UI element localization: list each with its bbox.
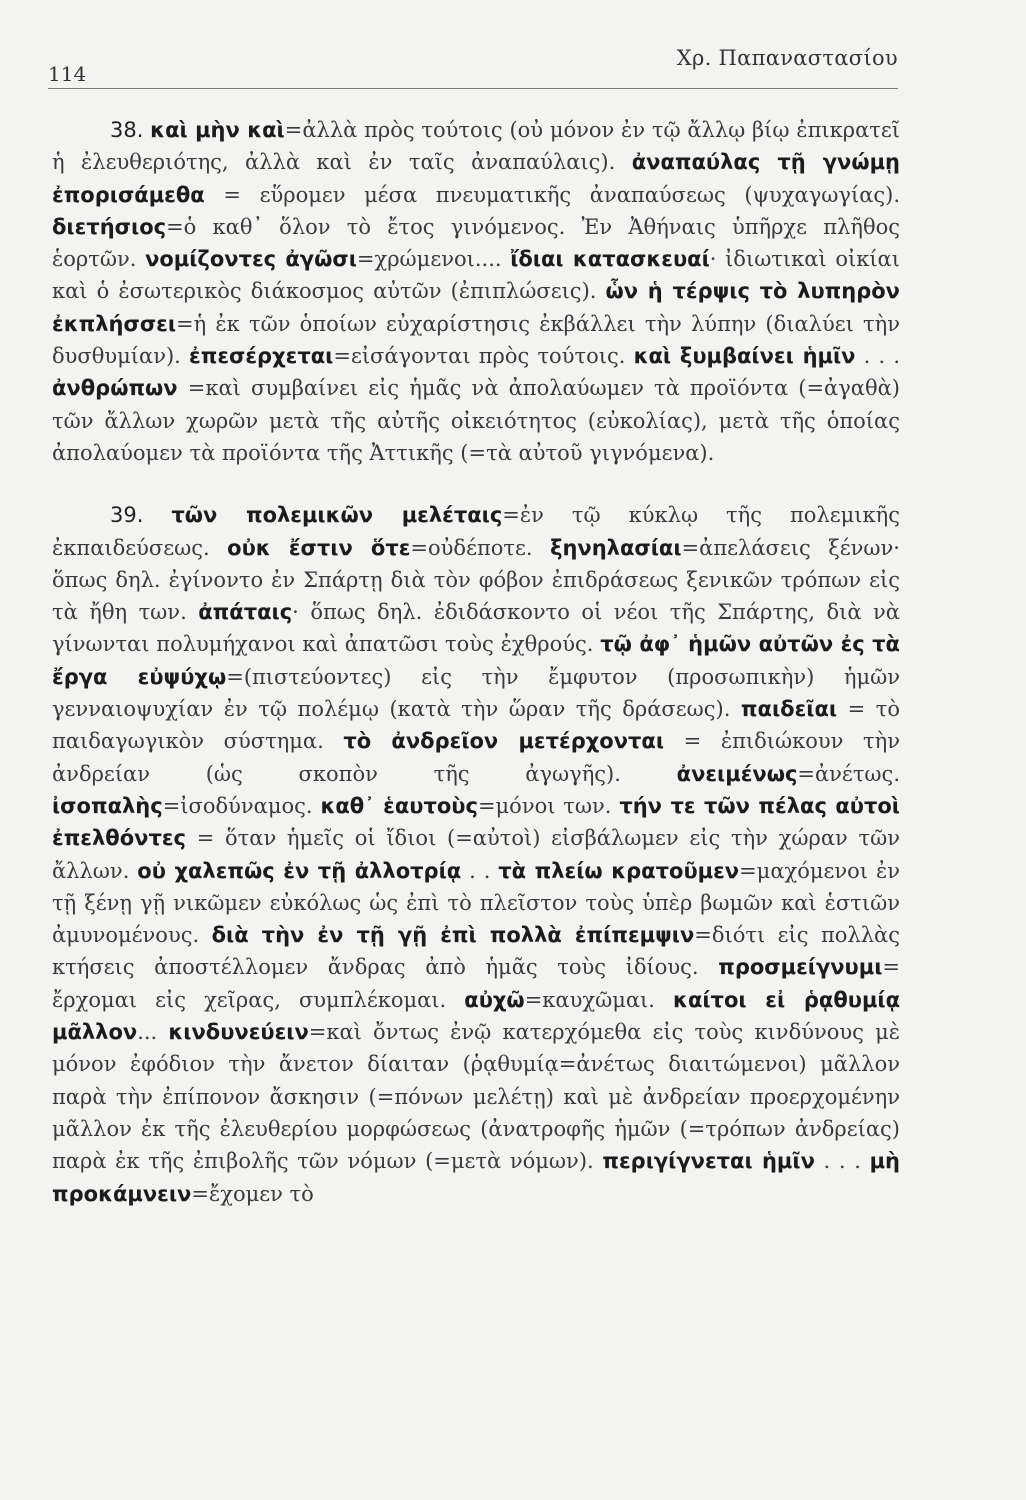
commentary-paragraph-38 — [52, 114, 900, 469]
lemma-term: περιγίγνεται ἡμῖν — [602, 1149, 815, 1174]
lemma-term: ἀναπαύλας τῇ γνώμῃ ἐπορισάμεθα — [52, 150, 901, 207]
lemma-term: καὶ ξυμβαίνει ἡμῖν — [633, 344, 856, 369]
lemma-term: τήν τε τῶν πέλας αὐτοὶ ἐπελθόντες — [52, 793, 900, 851]
explanation-text: = ἐπιδιώκουν τὴν ἀνδρείαν (ὡς σκοπὸν τῆς ἀγωγῆς). — [52, 729, 900, 786]
lemma-term: καίτοι εἰ ῥᾳθυμίᾳ μᾶλλον — [52, 987, 901, 1045]
explanation-text: =ἡ ἐκ τῶν ὁποίων εὐχαρίστησις ἐκβάλλει τὴν λύπην (διαλύει τὴν δυσθυμίαν). — [52, 311, 900, 369]
page-header — [48, 44, 898, 89]
explanation-text: ... — [137, 1020, 169, 1045]
explanation-text: · ἰδιωτικαὶ οἰκίαι καὶ ὁ ἐσωτερικὸς διάκοσμος αὐτῶν (ἐπιπλώσεις). — [52, 247, 900, 304]
lemma-term: τὰ πλείω κρατοῦμεν — [498, 858, 740, 883]
lemma-term: διὰ τὴν ἐν τῇ γῇ ἐπὶ πολλὰ ἐπίπεμψιν — [211, 923, 695, 948]
explanation-text: . . . — [814, 1149, 870, 1174]
lemma-term: οὐκ ἔστιν ὅτε — [227, 535, 411, 560]
explanation-text: =ἰσοδύναμος. — [162, 793, 321, 818]
lemma-term: καὶ μὴν καὶ — [150, 118, 285, 142]
page-number: 114 — [48, 62, 87, 86]
running-head: Χρ. Παπαναστασίου — [676, 46, 898, 70]
explanation-text: =(πιστεύοντες) εἰς τὴν ἔμφυτον (προσωπικὴν) ἡμῶν γενναιοψυχίαν ἐν τῷ πολέμῳ (κατὰ τὴν ὥραν τῆς δράσεως). — [52, 664, 900, 722]
lemma-term: αὐχῶ — [464, 987, 525, 1012]
lemma-term: κινδυνεύειν — [168, 1020, 309, 1045]
explanation-text: = ἔρχομαι εἰς χεῖρας, συμπλέκομαι. — [52, 955, 900, 1012]
paragraph-number: 39. — [110, 503, 144, 528]
explanation-text: . . . — [855, 344, 900, 369]
explanation-text: = εὕρομεν μέσα πνευματικῆς ἀναπαύσεως (ψυχαγωγίας). — [204, 182, 900, 207]
commentary-paragraph-39 — [52, 499, 900, 1210]
explanation-text — [143, 503, 171, 527]
explanation-text: =ἐν τῷ κύκλῳ τῆς πολεμικῆς ἐκπαιδεύσεως. — [52, 503, 900, 560]
commentary-body — [52, 114, 900, 1210]
lemma-term: μὴ προκάμνειν — [52, 1149, 900, 1206]
explanation-text: =ὁ καθ᾽ ὅλον τὸ ἔτος γινόμενος. Ἐν Ἀθήναις ὑπῆρχε πλῆθος ἑορτῶν. — [52, 214, 900, 272]
explanation-text: = τὸ παιδαγωγικὸν σύστημα. — [52, 697, 900, 754]
lemma-term: ὧν ἡ τέρψις τὸ λυπηρὸν ἐκπλήσσει — [52, 279, 900, 336]
explanation-text: =εἰσάγονται πρὸς τούτοις. — [333, 344, 634, 369]
lemma-term: ἴδιαι κατασκευαί — [510, 247, 710, 272]
lemma-term: ξηνηλασίαι — [550, 535, 682, 560]
explanation-text: =καὶ ὄντως ἐνῷ κατερχόμεθα εἰς τοὺς κινδύνους μὲ μόνον ἐφόδιον τὴν ἄνετον δίαιταν (ῥᾳθυμίᾳ=ἀνέτως διαιτώμενοι) μᾶλλον παρὰ τὴν ἐπίπονον ἄσκησιν (=πόνων μελέτῃ) καὶ μὲ ἀνδρείαν προερχομένην μᾶλλον ἐκ τῆς ἐλευθερίου μορφώσεως (ἀνατροφῆς ἡμῶν (=τρόπων ἀνδρείας) παρὰ ἐκ τῆς ἐπιβολῆς τῶν νόμων (=μετὰ νόμων). — [52, 1020, 900, 1174]
explanation-text: =μόνοι των. — [477, 793, 620, 818]
lemma-term: ἀπάταις — [198, 600, 293, 625]
lemma-term: νομίζοντες ἀγῶσι — [145, 247, 357, 272]
explanation-text: =διότι εἰς πολλὰς κτήσεις ἀποστέλλομεν ἄνδρας ἀπὸ ἡμᾶς τοὺς ἰδίους. — [52, 923, 900, 980]
explanation-text: =οὐδέποτε. — [410, 535, 551, 560]
lemma-term: διετήσιος — [52, 214, 167, 239]
explanation-text: =ἔχομεν τὸ — [191, 1181, 314, 1206]
lemma-term: τῷ ἀφ᾽ ἡμῶν αὐτῶν ἐς τὰ ἔργα εὐψύχῳ — [52, 632, 900, 689]
explanation-text: =χρώμενοι.... — [356, 247, 511, 272]
explanation-text: . . — [461, 858, 499, 883]
lemma-term: προσμείγνυμι — [718, 955, 883, 980]
explanation-text: =καὶ συμβαίνει εἰς ἡμᾶς νὰ ἀπολαύωμεν τὰ προϊόντα (=ἀγαθὰ) τῶν ἄλλων χωρῶν μετὰ τῆς αὐτῆς οἰκειότητος (εὐκολίας), μετὰ τῆς ὁποίας ἀπολαύομεν τὰ προϊόντα τῆς Ἀττικῆς (=τὰ αὐτοῦ γιγνόμενα). — [52, 376, 900, 465]
lemma-term: οὐ χαλεπῶς ἐν τῇ ἀλλοτρίᾳ — [137, 858, 462, 883]
lemma-term: ἀνθρώπων — [52, 376, 178, 401]
explanation-text: =ἀνέτως. — [797, 761, 900, 786]
explanation-text: =μαχόμενοι ἐν τῇ ξένῃ γῇ νικῶμεν εὐκόλως ὡς ἐπὶ τὸ πλεῖστον τοὺς ὑπὲρ βωμῶν καὶ ἑστιῶν ἀμυνομένους. — [52, 858, 900, 948]
explanation-text: =ἀπελάσεις ξένων· ὅπως δηλ. ἐγίνοντο ἐν Σπάρτῃ διὰ τὸν φόβον ἐπιδράσεως ξενικῶν τρόπων εἰς τὰ ἤθη των. — [52, 535, 900, 625]
paragraph-number: 38. — [110, 118, 144, 142]
lemma-term: καθ᾽ ἑαυτοὺς — [320, 793, 478, 818]
lemma-term: παιδεῖαι — [740, 697, 838, 722]
explanation-text: = ὅταν ἡμεῖς οἱ ἴδιοι (=αὐτοὶ) εἰσβάλωμεν εἰς τὴν χώραν τῶν ἄλλων. — [52, 826, 900, 883]
explanation-text: · ὅπως δηλ. ἐδιδάσκοντο οἱ νέοι τῆς Σπάρτης, διὰ νὰ γίνωνται πολυμήχανοι καὶ ἀπατῶσι τοὺς ἐχθρούς. — [52, 600, 900, 657]
lemma-term: ἰσοπαλὴς — [52, 793, 163, 818]
lemma-term: τῶν πολεμικῶν μελέταις — [171, 503, 503, 528]
lemma-term: ἀνειμένως — [676, 761, 798, 786]
explanation-text: =καυχῶμαι. — [524, 987, 674, 1012]
explanation-text: =ἀλλὰ πρὸς τούτοις (οὐ μόνον ἐν τῷ ἄλλῳ βίῳ ἐπικρατεῖ ἡ ἐλευθεριότης, ἀλλὰ καὶ ἐν ταῖς ἀναπαύλαις). — [52, 118, 900, 175]
lemma-term: τὸ ἀνδρεῖον μετέρχονται — [343, 729, 665, 754]
lemma-term: ἐπεσέρχεται — [189, 344, 334, 369]
